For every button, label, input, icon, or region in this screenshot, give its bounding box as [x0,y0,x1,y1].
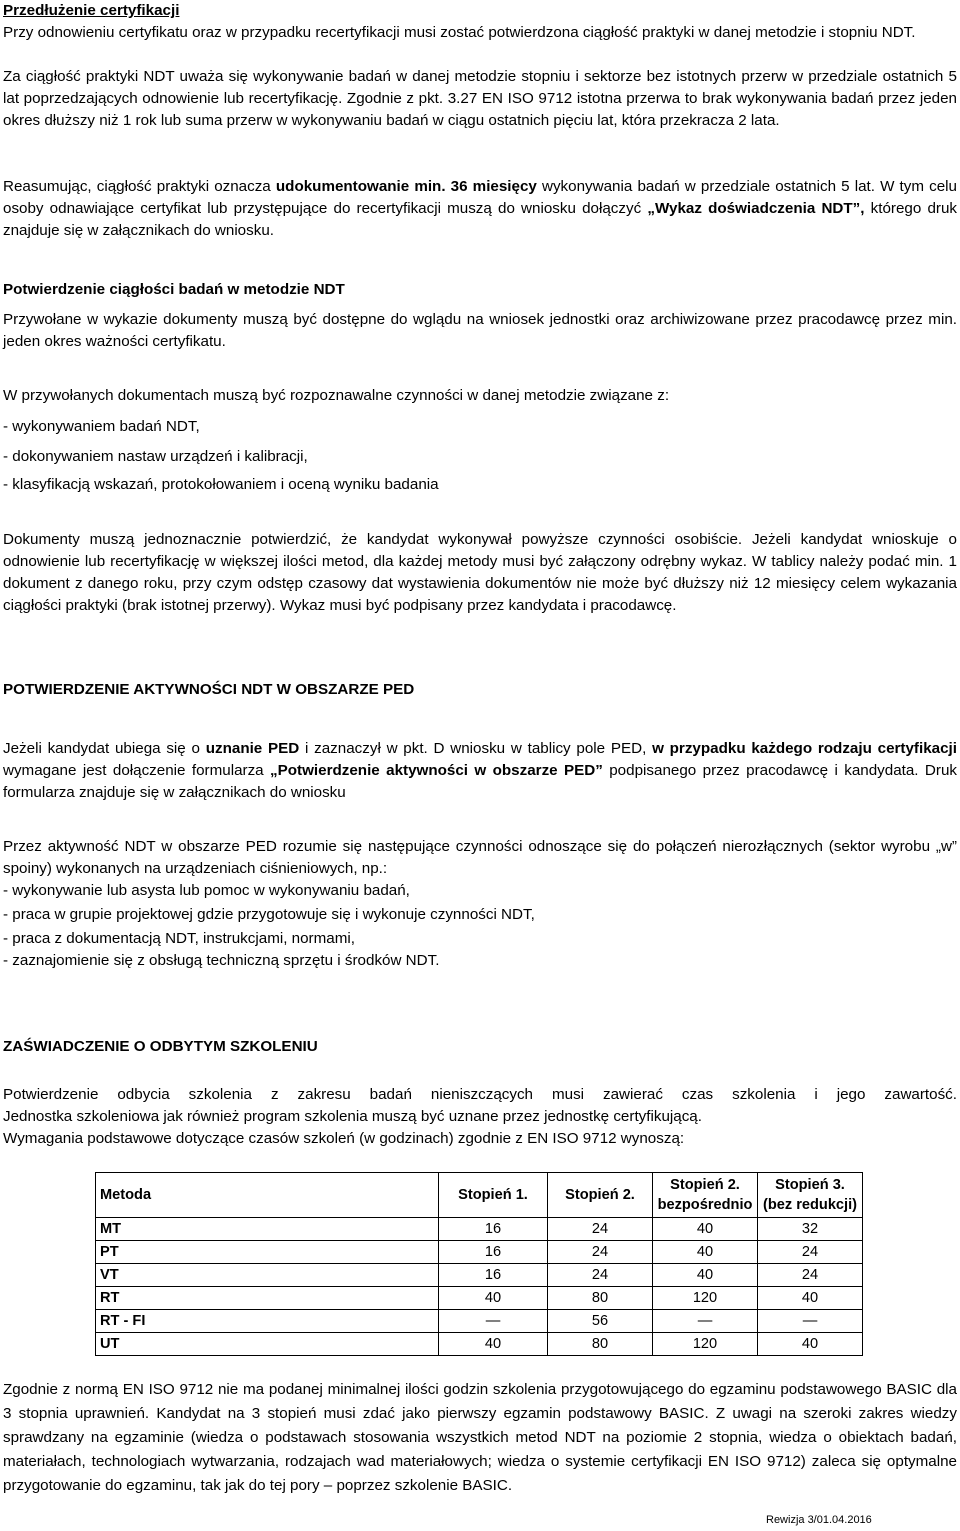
paragraph-documents-availability: Przywołane w wykazie dokumenty muszą być dostępne do wglądu na wniosek jednostki oraz archiwizowane przez pracodawcę przez min. jeden okres ważności certyfikatu. [3,311,957,350]
section-title-extension: Przedłużenie certyfikacji [3,2,180,19]
table-cell: — [653,1310,758,1333]
paragraph-ped-requirements: Jeżeli kandydat ubiega się o uznanie PED i zaznaczył w pkt. D wniosku w tablicy pole PED, w przypadku każdego rodzaju certyfikacji wymagane jest dołączenie formularza „Potwierdzenie aktywności w obszarze PED” podpisanego przez pracodawcę i kandydata. Druk formularza znajduje się w załącznikach do wniosku [3,740,957,801]
table-cell: 40 [758,1333,863,1356]
training-hours-table [95,1172,863,1356]
section-title-ped: POTWIERDZENIE AKTYWNOŚCI NDT W OBSZARZE PED [3,681,415,698]
table-cell: MT [96,1218,439,1241]
table-row [96,1241,863,1264]
table-cell: 24 [548,1264,653,1287]
list-item: - praca w grupie projektowej gdzie przygotowuje się i wykonuje czynności NDT, [3,906,535,923]
list-item: - wykonywanie lub asysta lub pomoc w wykonywaniu badań, [3,882,410,899]
table-cell: 24 [758,1264,863,1287]
table-header-row [96,1173,863,1218]
paragraph-practice-continuity: Za ciągłość praktyki NDT uważa się wykonywanie badań w danej metodzie stopniu i sektorze bez istotnych przerw w przedziale ostatnich 5 lat poprzedzających odnowienie lub recertyfikację. Zgodnie z pkt. 3.27 EN ISO 9712 istotna przerwa to brak wykonywania badań przez jeden okres dłuższy niż 1 rok lub suma przerw w wykonywaniu badań w ciągu ostatnich pięciu lat, która przekracza 2 lata. [3,68,958,129]
section-title-training: ZAŚWIADCZENIE O ODBYTYM SZKOLENIU [3,1038,318,1055]
paragraph-basic-exam: Zgodnie z normą EN ISO 9712 nie ma podanej minimalnej ilości godzin szkolenia przygotowującego do egzaminu podstawowego BASIC dla 3 stopnia uprawnień. Kandydat na 3 stopień musi zdać jako pierwszy egzamin podstawowy BASIC. Z uwagi na szeroki zakres wiedzy sprawdzany na egzaminie (wiedza o podstawach stosowania wszystkich metod NDT na poziomie 2 stopnia, wiedza o obiektach badań, materiałach, technologiach wytwarzania, rodzajach wad materiałowych; wiedza o systemie certyfikacji EN ISO 9712) zaleca się optymalne przygotowanie do egzaminu, tak jak do tej pory – poprzez szkolenie BASIC. [3,1381,957,1494]
table-row [96,1333,863,1356]
paragraph-extension-intro: Przy odnowieniu certyfikatu oraz w przypadku recertyfikacji musi zostać potwierdzona ciągłość praktyki w danej metodzie i stopniu NDT. [3,24,916,41]
paragraph-training-unit: Jednostka szkoleniowa jak również program szkolenia muszą być uznane przez jednostkę certyfikującą. [3,1108,702,1125]
table-cell: 24 [548,1218,653,1241]
table-header-cell: Metoda [96,1173,439,1218]
table-cell: 40 [653,1241,758,1264]
table-cell: 24 [758,1241,863,1264]
table-cell: 16 [439,1241,548,1264]
table-row [96,1310,863,1333]
table-cell: 16 [439,1264,548,1287]
table-cell: 120 [653,1287,758,1310]
list-item: - klasyfikacją wskazań, protokołowaniem i oceną wyniku badania [3,476,439,493]
list-item: - wykonywaniem badań NDT, [3,418,200,435]
table-cell: UT [96,1333,439,1356]
table-cell: RT - FI [96,1310,439,1333]
list-item: - zaznajomienie się z obsługą techniczną sprzętu i środków NDT. [3,952,440,969]
revision-label: Rewizja 3/01.04.2016 [766,1514,872,1526]
table-header-cell: Stopień 3. (bez redukcji) [758,1173,863,1218]
table-row [96,1287,863,1310]
list-item: - dokonywaniem nastaw urządzeń i kalibracji, [3,448,308,465]
table-header-cell: Stopień 2. bezpośrednio [653,1173,758,1218]
table-cell: 80 [548,1333,653,1356]
table-row [96,1264,863,1287]
paragraph-training-confirmation: Potwierdzenie odbycia szkolenia z zakresu badań nieniszczących musi zawierać czas szkolenia i jego zawartość. [3,1086,957,1103]
table-cell: VT [96,1264,439,1287]
table-cell: 40 [653,1218,758,1241]
table-cell: 24 [548,1241,653,1264]
table-row [96,1218,863,1241]
table-cell: 40 [439,1333,548,1356]
list-item: - praca z dokumentacją NDT, instrukcjami, normami, [3,930,355,947]
paragraph-training-times-intro: Wymagania podstawowe dotyczące czasów szkoleń (w godzinach) zgodnie z EN ISO 9712 wynoszą: [3,1130,685,1147]
table-cell: — [439,1310,548,1333]
table-cell: 40 [653,1264,758,1287]
paragraph-activities-intro: W przywołanych dokumentach muszą być rozpoznawalne czynności w danej metodzie związane z: [3,387,670,404]
table-cell: 120 [653,1333,758,1356]
table-header-cell: Stopień 1. [439,1173,548,1218]
table-header-cell: Stopień 2. [548,1173,653,1218]
paragraph-documents-requirements: Dokumenty muszą jednoznacznie potwierdzić, że kandydat wykonywał powyższe czynności osobiście. Jeżeli kandydat wnioskuje o odnowienie lub recertyfikację w większej ilości metod, dla każdej metody musi być załączony odrębny wykaz. W tablicy należy podać min. 1 dokument z danego roku, przy czym odstęp czasowy dat wystawienia dokumentów nie może być dłuższy niż 12 miesięcy celem wykazania ciągłości praktyki (brak istotnej przerwy). Wykaz musi być podpisany przez kandydata i pracodawcę. [3,531,958,614]
table-cell: PT [96,1241,439,1264]
table-cell: — [758,1310,863,1333]
paragraph-summary: Reasumując, ciągłość praktyki oznacza udokumentowanie min. 36 miesięcy wykonywania badań w przedziale ostatnich 5 lat. W tym celu osoby odnawiające certyfikat lub przystępujące do recertyfikacji muszą do wniosku dołączyć „Wykaz doświadczenia NDT”, którego druk znajduje się w załącznikach do wniosku. [3,178,957,239]
table-cell: 80 [548,1287,653,1310]
table-cell: 16 [439,1218,548,1241]
section-title-confirmation: Potwierdzenie ciągłości badań w metodzie NDT [3,281,345,298]
table-cell: 32 [758,1218,863,1241]
table-cell: 56 [548,1310,653,1333]
table-cell: 40 [758,1287,863,1310]
table-cell: 40 [439,1287,548,1310]
paragraph-ped-activity: Przez aktywność NDT w obszarze PED rozumie się następujące czynności odnoszące się do połączeń nierozłącznych (sektor wyrobu „w” spoiny) wykonanych na urządzeniach ciśnieniowych, np.: [3,838,957,877]
table-cell: RT [96,1287,439,1310]
